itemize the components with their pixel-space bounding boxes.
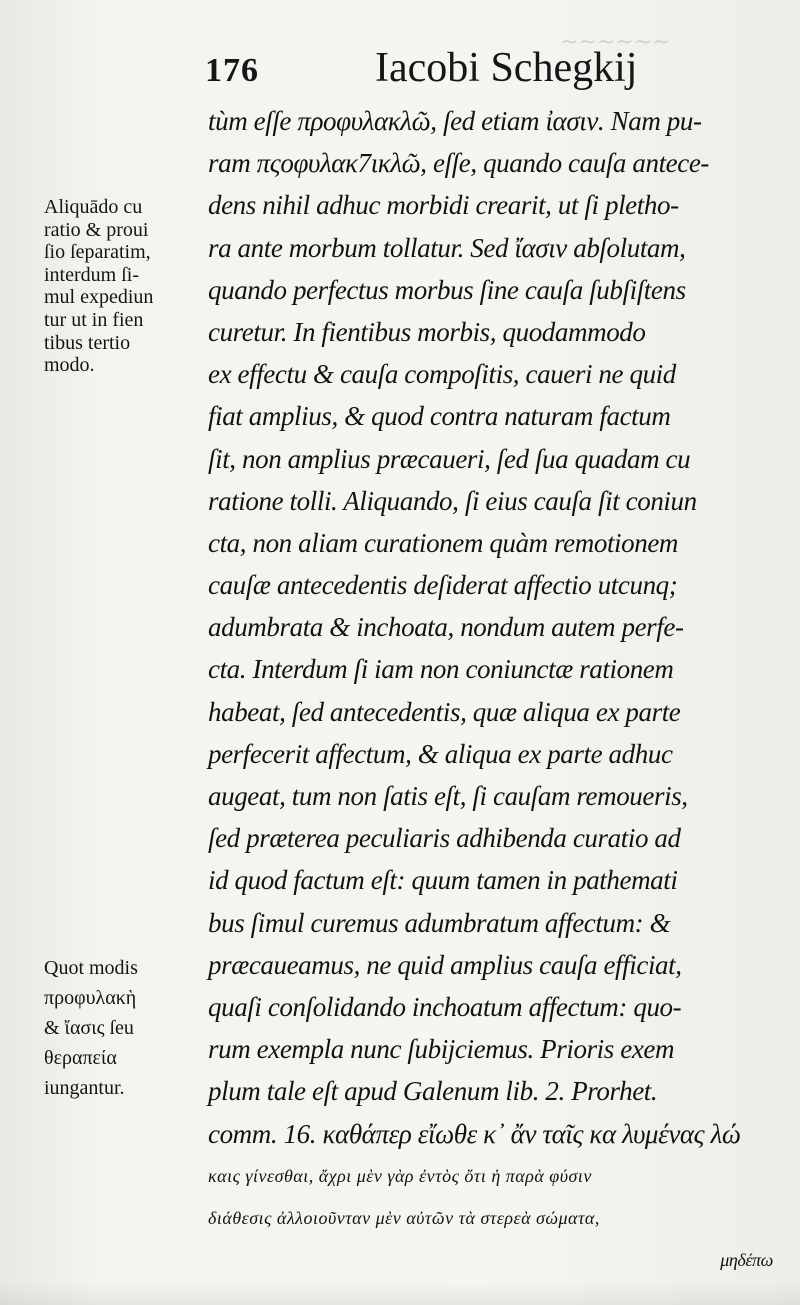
catchword: μηδέπω xyxy=(720,1250,773,1271)
text-line: tùm eſſe προφυλακλῶ, ſed etiam ἰασιν. Nam pu- xyxy=(208,106,702,136)
greek-text-line: διάθεσις ἀλλοιοῦνταν μὲν αὐτῶν τὰ στερεὰ σώματα, xyxy=(208,1207,600,1228)
margin-note-line: Quot modis xyxy=(44,957,138,979)
margin-note-line: tibus tertio xyxy=(44,331,131,354)
text-line: curetur. In fientibus morbis, quodammodo xyxy=(208,316,646,347)
greek-text-line: καις γίνεσθαι, ἄχρι μὲν γὰρ ἐντὸς ὄτι ἡ παρὰ φύσιν xyxy=(208,1165,592,1186)
text-line: plum tale eſt apud Galenum lib. 2. Prorhet. xyxy=(208,1076,658,1107)
running-head: Iacobi Schegkij xyxy=(375,45,638,91)
text-line: quando perfectus morbus ſine cauſa ſubſiſtens xyxy=(208,274,686,305)
text-line: quaſi conſolidando inchoatum affectum: quo- xyxy=(208,991,682,1022)
margin-note-line: προφυλακὴ xyxy=(44,987,137,1009)
margin-note-line: interdum ſi- xyxy=(44,263,139,286)
text-line: dens nihil adhuc morbidi crearit, ut ſi pletho- xyxy=(208,190,679,221)
margin-note-quot-modis xyxy=(44,953,206,1103)
main-text-block xyxy=(208,100,773,1281)
margin-note-line: & ἴασις ſeu xyxy=(44,1017,134,1039)
margin-note-line: θεραπεία xyxy=(44,1047,117,1069)
text-line: ra ante morbum tollatur. Sed ἴασιν abſolutam, xyxy=(208,232,686,263)
margin-note-line: iungantur. xyxy=(44,1077,125,1099)
text-line: ratione tolli. Aliquando, ſi eius cauſa ſit coniun xyxy=(208,485,697,516)
text-line: rum exempla nunc ſubijciemus. Prioris exem xyxy=(208,1034,675,1065)
page-header xyxy=(205,44,785,104)
text-line: præcaueamus, ne quid amplius cauſa efficiat, xyxy=(208,949,682,980)
margin-note-line: Aliquādo cu xyxy=(44,196,143,218)
text-line: id quod factum eſt: quum tamen in pathemati xyxy=(208,865,678,896)
bleed-through-text: ~~~~~~ xyxy=(560,30,671,55)
text-line: ram πςοφυλακ7ικλῶ, eſſe, quando cauſa antece- xyxy=(208,148,710,179)
margin-note-line: tur ut in fien xyxy=(44,308,144,331)
margin-note-line: mul expediun xyxy=(44,286,154,309)
text-line: ſit, non amplius præcaueri, ſed ſua quadam cu xyxy=(208,443,691,474)
text-line: ſed præterea peculiaris adhibenda curatio ad xyxy=(208,823,681,854)
margin-note-line: ſio ſeparatim, xyxy=(44,241,151,264)
text-line: perfecerit affectum, & aliqua ex parte adhuc xyxy=(208,738,673,769)
text-line: comm. 16. καθάπερ εἴωθε κ᾽ ἄν ταῖς κα λυμένας λώ xyxy=(208,1118,741,1149)
text-line: ex effectu & cauſa compoſitis, caueri ne quid xyxy=(208,359,676,390)
margin-note-curatio xyxy=(44,196,206,377)
text-line: augeat, tum non ſatis eſt, ſi cauſam remoueris, xyxy=(208,781,688,811)
page-edge-shadow xyxy=(0,1281,800,1305)
margin-note-line: modo. xyxy=(44,354,95,377)
text-line: fiat amplius, & quod contra naturam factum xyxy=(208,401,671,432)
text-line: adumbrata & inchoata, nondum autem perfe- xyxy=(208,612,684,643)
text-line: bus ſimul curemus adumbratum affectum: & xyxy=(208,907,671,938)
text-line: cta, non aliam curationem quàm remotionem xyxy=(208,527,679,558)
margin-note-line: ratio & proui xyxy=(44,218,149,241)
page-number: 176 xyxy=(205,52,259,89)
text-line: cta. Interdum ſi iam non coniunctæ rationem xyxy=(208,654,674,685)
text-line: habeat, ſed antecedentis, quæ aliqua ex parte xyxy=(208,696,681,727)
text-line: cauſæ antecedentis deſiderat affectio utcunq; xyxy=(208,570,678,601)
